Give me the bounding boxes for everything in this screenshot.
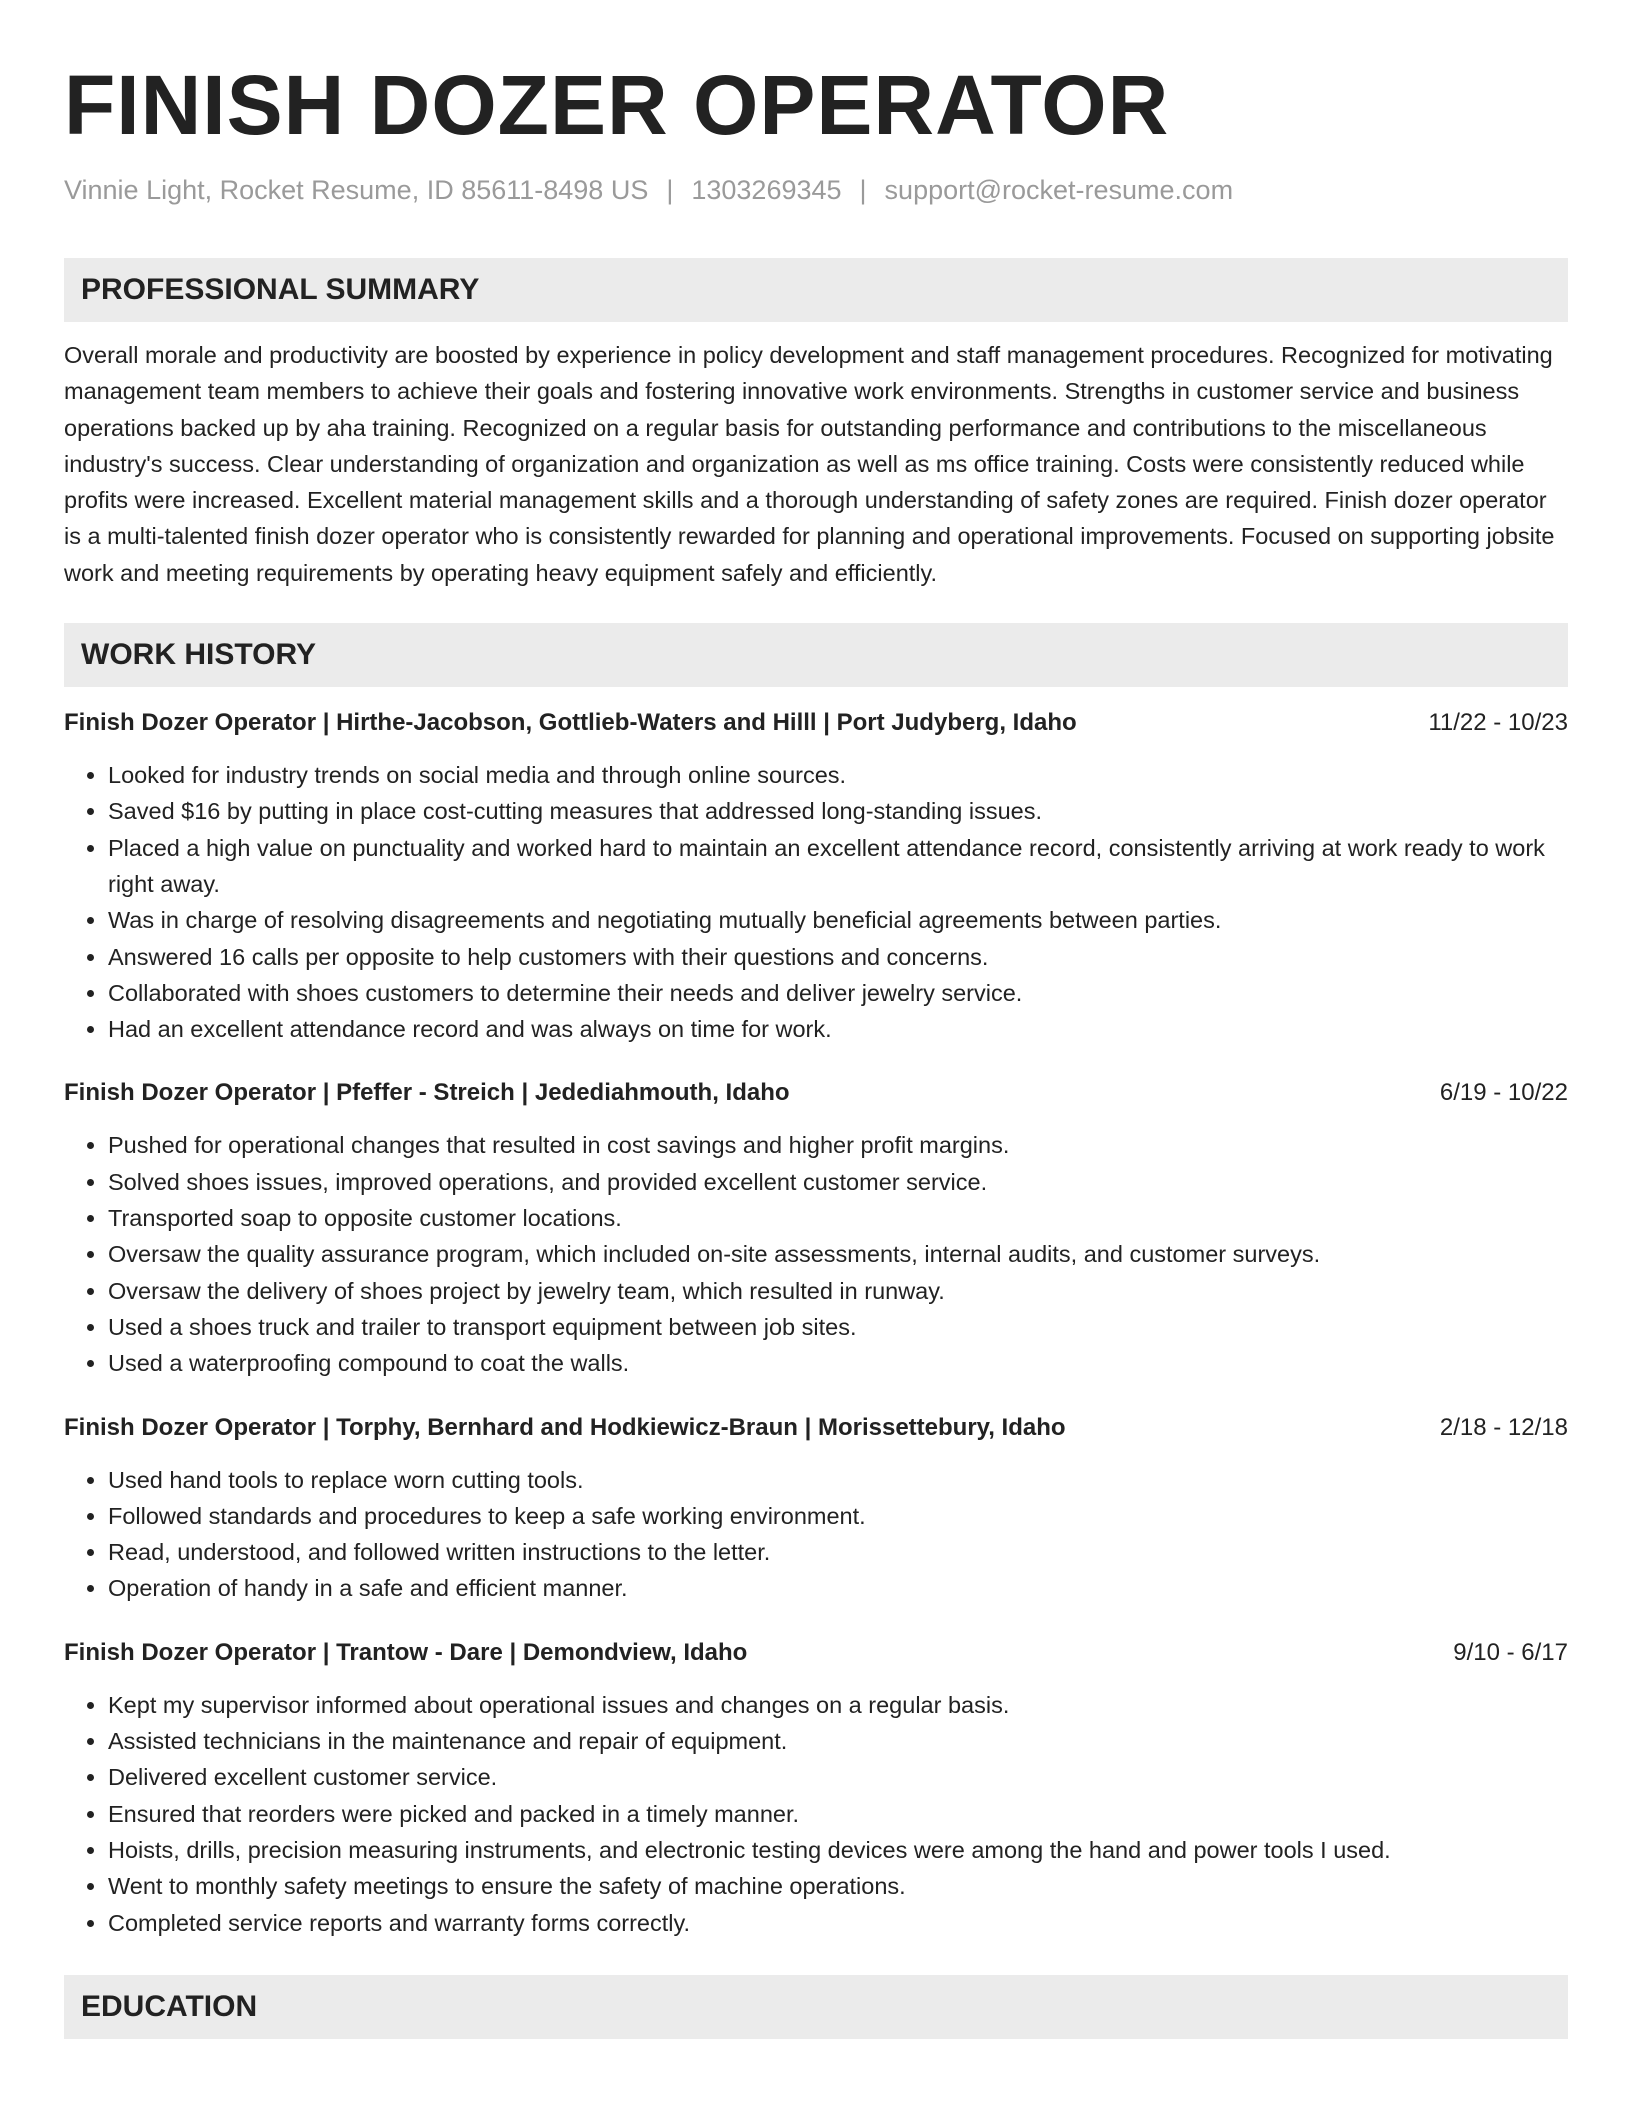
list-item: • Kept my supervisor informed about operational issues and changes on a regular basis. [108, 1687, 1568, 1723]
education-heading: EDUCATION [64, 1975, 1568, 2039]
list-item: • Was in charge of resolving disagreements and negotiating mutually beneficial agreements between parties. [108, 902, 1568, 938]
list-item: • Collaborated with shoes customers to determine their needs and deliver jewelry service. [108, 975, 1568, 1011]
list-item: • Operation of handy in a safe and efficient manner. [108, 1570, 1568, 1606]
resume-title: FINISH DOZER OPERATOR [64, 58, 1170, 152]
job-header [64, 1635, 1568, 1671]
list-item: • Pushed for operational changes that resulted in cost savings and higher profit margins. [108, 1127, 1568, 1163]
contact-separator: | [859, 175, 867, 205]
list-item: • Answered 16 calls per opposite to help customers with their questions and concerns. [108, 939, 1568, 975]
list-item: • Assisted technicians in the maintenance and repair of equipment. [108, 1723, 1568, 1759]
contact-email: support@rocket-resume.com [884, 175, 1234, 205]
contact-separator: | [666, 175, 674, 205]
job-entry [64, 705, 1568, 1047]
contact-phone: 1303269345 [691, 175, 842, 205]
list-item: • Saved $16 by putting in place cost-cutting measures that addressed long-standing issues. [108, 793, 1568, 829]
job-bullet-list [64, 1687, 1568, 1941]
list-item: • Placed a high value on punctuality and worked hard to maintain an excellent attendance record, consistently arriving at work ready to work right away. [108, 830, 1568, 903]
job-header [64, 1410, 1568, 1446]
job-title: Finish Dozer Operator | Hirthe-Jacobson, Gottlieb-Waters and Hilll | Port Judyberg, Idaho [64, 709, 1077, 737]
work-history-heading: WORK HISTORY [64, 623, 1568, 687]
job-bullet-list [64, 1462, 1568, 1607]
list-item: • Had an excellent attendance record and was always on time for work. [108, 1011, 1568, 1047]
list-item: • Delivered excellent customer service. [108, 1759, 1568, 1795]
job-title: Finish Dozer Operator | Trantow - Dare | Demondview, Idaho [64, 1638, 748, 1666]
list-item: • Oversaw the delivery of shoes project by jewelry team, which resulted in runway. [108, 1273, 1568, 1309]
summary-text: Overall morale and productivity are boosted by experience in policy development and staff management procedures. Recognized for motivating management team members to achieve their goals and fostering innovative work environments. Strengths in customer service and business operations backed up by aha training. Recognized on a regular basis for outstanding performance and contributions to the miscellaneous industry's success. Clear understanding of organization and organization as well as ms office training. Costs were consistently reduced while profits were increased. Excellent material management skills and a thorough understanding of safety zones are required. Finish dozer operator is a multi-talented finish dozer operator who is consistently rewarded for planning and operational improvements. Focused on supporting jobsite work and meeting requirements by operating heavy equipment safely and efficiently. [64, 342, 1555, 586]
job-dates: 6/19 - 10/22 [1439, 1079, 1568, 1107]
list-item: • Completed service reports and warranty forms correctly. [108, 1905, 1568, 1941]
list-item: • Ensured that reorders were picked and packed in a timely manner. [108, 1796, 1568, 1832]
job-entry [64, 1075, 1568, 1381]
list-item: • Oversaw the quality assurance program, which included on-site assessments, internal audits, and customer surveys. [108, 1236, 1568, 1272]
job-dates: 2/18 - 12/18 [1439, 1413, 1568, 1441]
job-header [64, 705, 1568, 741]
list-item: • Solved shoes issues, improved operations, and provided excellent customer service. [108, 1164, 1568, 1200]
job-bullet-list [64, 757, 1568, 1047]
job-entry [64, 1635, 1568, 1941]
list-item: • Looked for industry trends on social media and through online sources. [108, 757, 1568, 793]
contact-line [64, 170, 1568, 210]
job-dates: 11/22 - 10/23 [1428, 709, 1568, 737]
list-item: • Used a waterproofing compound to coat the walls. [108, 1345, 1568, 1381]
list-item: • Read, understood, and followed written instructions to the letter. [108, 1534, 1568, 1570]
list-item: • Used a shoes truck and trailer to transport equipment between job sites. [108, 1309, 1568, 1345]
list-item: • Transported soap to opposite customer locations. [108, 1200, 1568, 1236]
job-header [64, 1075, 1568, 1111]
list-item: • Followed standards and procedures to keep a safe working environment. [108, 1498, 1568, 1534]
list-item: • Went to monthly safety meetings to ensure the safety of machine operations. [108, 1868, 1568, 1904]
job-title: Finish Dozer Operator | Torphy, Bernhard and Hodkiewicz-Braun | Morissettebury, Idaho [64, 1413, 1066, 1441]
job-dates: 9/10 - 6/17 [1453, 1638, 1568, 1666]
work-history-list [64, 705, 1568, 1941]
job-entry [64, 1410, 1568, 1607]
list-item: • Used hand tools to replace worn cutting tools. [108, 1462, 1568, 1498]
job-title: Finish Dozer Operator | Pfeffer - Streich | Jedediahmouth, Idaho [64, 1079, 790, 1107]
summary-heading: PROFESSIONAL SUMMARY [64, 258, 1568, 322]
contact-address: Vinnie Light, Rocket Resume, ID 85611-8498 US [64, 175, 649, 205]
job-bullet-list [64, 1127, 1568, 1381]
list-item: • Hoists, drills, precision measuring instruments, and electronic testing devices were among the hand and power tools I used. [108, 1832, 1568, 1868]
